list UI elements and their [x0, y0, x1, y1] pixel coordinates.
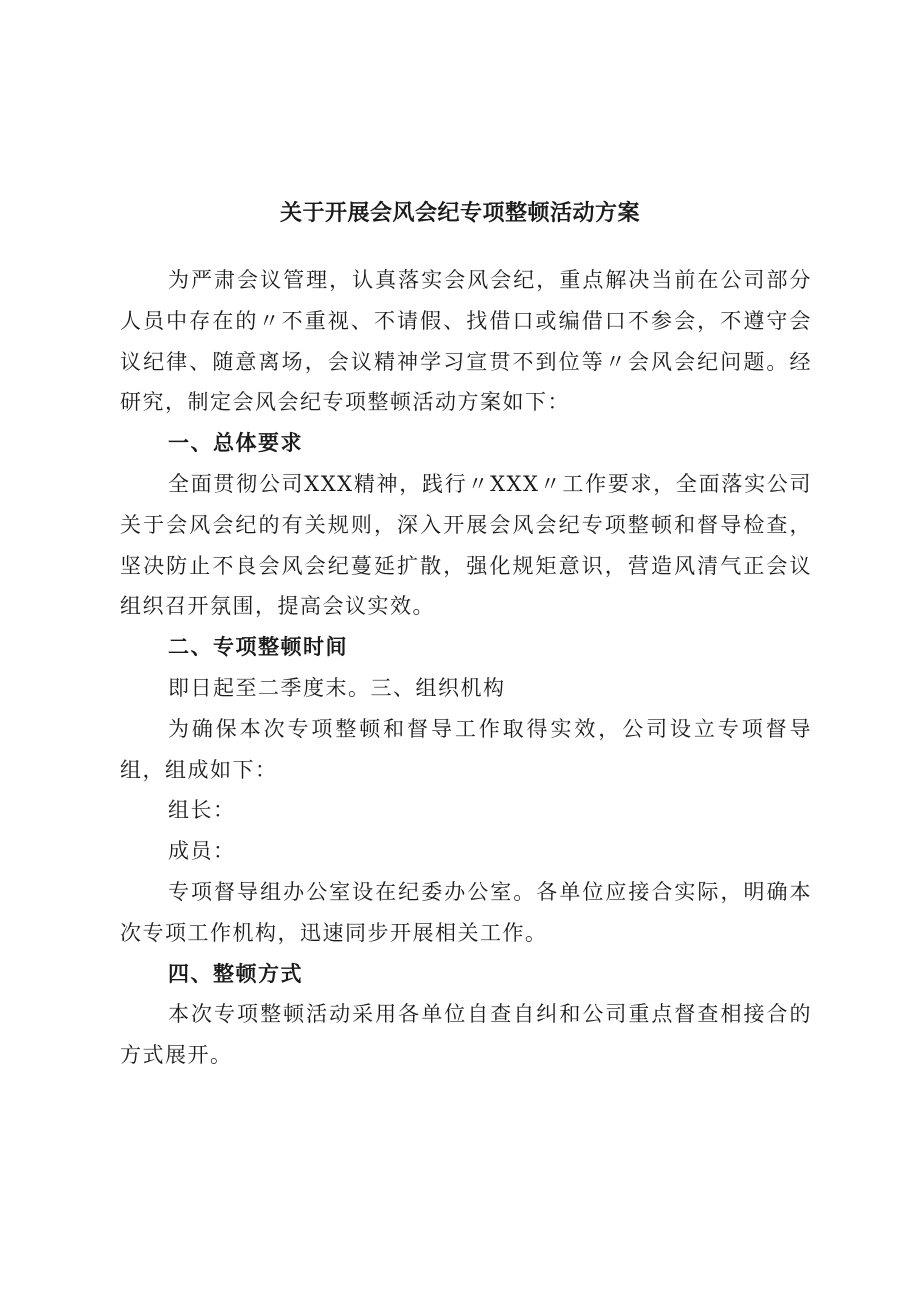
section-heading-rectification-method: 四、整顿方式: [168, 961, 303, 986]
document-title: 关于开展会风会纪专项整顿活动方案: [279, 201, 640, 226]
organization-paragraph: 为确保本次专项整顿和督导工作取得实效，公司设立专项督导组，组成如下：: [120, 716, 812, 782]
section-heading-rectification-period: 二、专项整顿时间: [168, 635, 348, 660]
intro-paragraph: 为严肃会议管理，认真落实会风会纪，重点解决当前在公司部分人员中存在的〃不重视、不请假、找借口或编借口不参会，不遵守会议纪律、随意离场，会议精神学习宣贯不到位等〃会风会纪问题。经研究，制定会风会纪专项整顿活动方案如下：: [120, 268, 812, 415]
general-requirements-paragraph: 全面贯彻公司XXX精神，践行〃XXX〃工作要求，全面落实公司关于会风会纪的有关规则，深入开展会风会纪专项整顿和督导检查，坚决防止不良会风会纪蔓延扩散，强化规矩意识，营造风清气正会议组织召开氛围，提高会议实效。: [120, 471, 812, 619]
section-heading-general-requirements: 一、总体要求: [168, 431, 303, 456]
team-leader-line: 组长：: [168, 798, 236, 823]
rectification-period-paragraph: 即日起至二季度末。三、组织机构: [168, 675, 506, 700]
document-body: [120, 260, 812, 1076]
rectification-method-paragraph: 本次专项整顿活动采用各单位自查自纠和公司重点督查相接合的方式展开。: [120, 1002, 812, 1068]
office-paragraph: 专项督导组办公室设在纪委办公室。各单位应接合实际，明确本次专项工作机构，迅速同步开展相关工作。: [120, 879, 812, 945]
team-members-line: 成员：: [168, 839, 236, 864]
